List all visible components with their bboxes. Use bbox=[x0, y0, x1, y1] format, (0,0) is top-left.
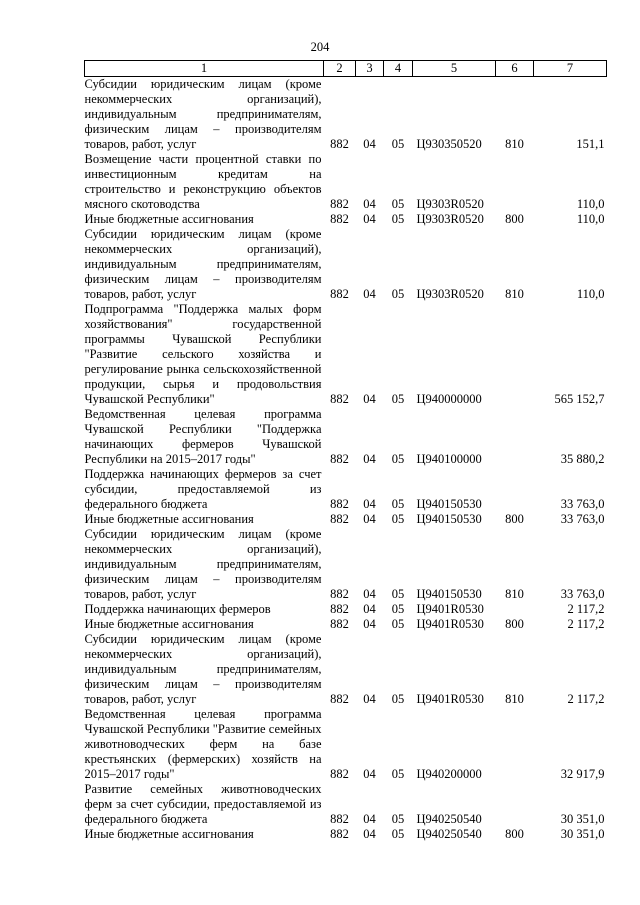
row-subsection: 05 bbox=[391, 827, 405, 841]
row-target-article: Ц9401R0530 bbox=[416, 602, 484, 616]
row-section: 04 bbox=[363, 212, 376, 226]
table-row bbox=[85, 227, 607, 302]
row-amount: 32 917,9 bbox=[560, 767, 605, 781]
row-section: 04 bbox=[363, 452, 376, 466]
row-target-article: Ц9401R0530 bbox=[416, 692, 484, 706]
row-amount: 2 117,2 bbox=[567, 692, 605, 706]
table-row bbox=[85, 152, 607, 212]
row-amount: 151,1 bbox=[576, 137, 605, 151]
row-name: Развитие семейных животноводческих ферм за счет субсидии, предоставляемой из федерального бюджета bbox=[84, 782, 322, 826]
row-ministry-code: 882 bbox=[330, 827, 349, 841]
row-name: Ведомственная целевая программа Чувашской Республики "Развитие семейных животноводческих ферм на базе крестьянских (фермерских) хозяйств на 2015–2017 годы" bbox=[84, 707, 322, 781]
header-col-5: 5 bbox=[413, 61, 496, 77]
row-amount: 110,0 bbox=[576, 197, 605, 211]
row-section: 04 bbox=[363, 812, 376, 826]
row-subsection: 05 bbox=[391, 692, 405, 706]
row-name: Иные бюджетные ассигнования bbox=[84, 617, 254, 631]
row-target-article: Ц9303R0520 bbox=[416, 287, 484, 301]
page-number: 204 bbox=[310, 40, 330, 54]
row-target-article: Ц940150530 bbox=[416, 512, 482, 526]
row-amount: 110,0 bbox=[576, 212, 605, 226]
row-target-article: Ц940200000 bbox=[416, 767, 482, 781]
row-ministry-code: 882 bbox=[330, 767, 349, 781]
row-ministry-code: 882 bbox=[330, 602, 349, 616]
row-amount: 30 351,0 bbox=[560, 827, 605, 841]
table-row bbox=[85, 512, 607, 527]
row-target-article: Ц940150530 bbox=[416, 587, 482, 601]
row-expense-type: 810 bbox=[505, 137, 524, 151]
row-expense-type bbox=[496, 407, 534, 467]
row-section: 04 bbox=[363, 602, 376, 616]
row-section: 04 bbox=[363, 587, 376, 601]
row-section: 04 bbox=[363, 197, 376, 211]
row-name: Подпрограмма "Поддержка малых форм хозяйствования" государственной программы Чувашской Республики "Развитие сельского хозяйства и регулирование рынка сельскохозяйственной продукции, сырья и продовольствия Чувашской Республики" bbox=[84, 302, 322, 406]
row-expense-type bbox=[496, 152, 534, 212]
row-amount: 565 152,7 bbox=[554, 392, 605, 406]
table-row bbox=[85, 707, 607, 782]
row-amount: 33 763,0 bbox=[560, 512, 605, 526]
row-section: 04 bbox=[363, 137, 376, 151]
row-target-article: Ц9303R0520 bbox=[416, 197, 484, 211]
row-ministry-code: 882 bbox=[330, 587, 349, 601]
row-ministry-code: 882 bbox=[330, 497, 349, 511]
row-subsection: 05 bbox=[391, 137, 405, 151]
row-name: Ведомственная целевая программа Чувашской Республики "Поддержка начинающих фермеров Чувашской Республики на 2015–2017 годы" bbox=[84, 407, 322, 466]
row-section: 04 bbox=[363, 497, 376, 511]
header-col-4: 4 bbox=[384, 61, 413, 77]
table-row bbox=[85, 782, 607, 827]
row-section: 04 bbox=[363, 617, 376, 631]
row-amount: 110,0 bbox=[576, 287, 605, 301]
row-expense-type: 800 bbox=[505, 512, 524, 526]
row-subsection: 05 bbox=[391, 197, 405, 211]
row-section: 04 bbox=[363, 767, 376, 781]
table-row bbox=[85, 302, 607, 407]
row-amount: 35 880,2 bbox=[560, 452, 605, 466]
row-ministry-code: 882 bbox=[330, 452, 349, 466]
row-name: Иные бюджетные ассигнования bbox=[84, 827, 254, 841]
row-target-article: Ц9303R0520 bbox=[416, 212, 484, 226]
row-amount: 2 117,2 bbox=[567, 602, 605, 616]
table-row bbox=[85, 467, 607, 512]
row-expense-type: 810 bbox=[505, 692, 524, 706]
row-expense-type: 800 bbox=[505, 617, 524, 631]
row-expense-type: 810 bbox=[505, 587, 524, 601]
row-amount: 2 117,2 bbox=[567, 617, 605, 631]
row-expense-type: 810 bbox=[505, 287, 524, 301]
table-header-row bbox=[85, 61, 607, 77]
row-target-article: Ц930350520 bbox=[416, 137, 482, 151]
row-ministry-code: 882 bbox=[330, 617, 349, 631]
row-subsection: 05 bbox=[391, 767, 405, 781]
row-subsection: 05 bbox=[391, 512, 405, 526]
header-col-2: 2 bbox=[324, 61, 356, 77]
row-section: 04 bbox=[363, 512, 376, 526]
row-subsection: 05 bbox=[391, 452, 405, 466]
row-ministry-code: 882 bbox=[330, 512, 349, 526]
table-row bbox=[85, 632, 607, 707]
row-name: Иные бюджетные ассигнования bbox=[84, 212, 254, 226]
row-target-article: Ц940250540 bbox=[416, 827, 482, 841]
header-col-6: 6 bbox=[496, 61, 534, 77]
row-subsection: 05 bbox=[391, 212, 405, 226]
table-row bbox=[85, 77, 607, 153]
row-expense-type bbox=[496, 602, 534, 617]
row-target-article: Ц940100000 bbox=[416, 452, 482, 466]
row-subsection: 05 bbox=[391, 392, 405, 406]
row-amount: 33 763,0 bbox=[560, 497, 605, 511]
row-subsection: 05 bbox=[391, 602, 405, 616]
row-section: 04 bbox=[363, 392, 376, 406]
row-target-article: Ц940000000 bbox=[416, 392, 482, 406]
row-expense-type bbox=[496, 467, 534, 512]
budget-table bbox=[84, 60, 607, 842]
row-target-article: Ц940250540 bbox=[416, 812, 482, 826]
row-expense-type bbox=[496, 782, 534, 827]
row-ministry-code: 882 bbox=[330, 692, 349, 706]
row-expense-type bbox=[496, 302, 534, 407]
table-row bbox=[85, 212, 607, 227]
row-ministry-code: 882 bbox=[330, 392, 349, 406]
row-name: Субсидии юридическим лицам (кроме некоммерческих организаций), индивидуальным предпринимателям, физическим лицам – производителям товаров, работ, услуг bbox=[84, 632, 322, 706]
row-expense-type bbox=[496, 707, 534, 782]
row-section: 04 bbox=[363, 692, 376, 706]
row-ministry-code: 882 bbox=[330, 137, 349, 151]
row-name: Иные бюджетные ассигнования bbox=[84, 512, 254, 526]
row-section: 04 bbox=[363, 287, 376, 301]
table-row bbox=[85, 527, 607, 602]
row-ministry-code: 882 bbox=[330, 287, 349, 301]
row-name: Субсидии юридическим лицам (кроме некоммерческих организаций), индивидуальным предпринимателям, физическим лицам – производителям товаров, работ, услуг bbox=[84, 527, 322, 601]
row-name: Возмещение части процентной ставки по инвестиционным кредитам на строительство и реконструкцию объектов мясного скотоводства bbox=[84, 152, 322, 211]
row-ministry-code: 882 bbox=[330, 197, 349, 211]
header-col-1: 1 bbox=[85, 61, 324, 77]
row-subsection: 05 bbox=[391, 587, 405, 601]
table-row bbox=[85, 827, 607, 842]
row-subsection: 05 bbox=[391, 497, 405, 511]
row-name: Субсидии юридическим лицам (кроме некоммерческих организаций), индивидуальным предпринимателям, физическим лицам – производителям товаров, работ, услуг bbox=[84, 227, 322, 301]
row-subsection: 05 bbox=[391, 812, 405, 826]
row-amount: 33 763,0 bbox=[560, 587, 605, 601]
table-row bbox=[85, 602, 607, 617]
row-name: Субсидии юридическим лицам (кроме некоммерческих организаций), индивидуальным предпринимателям, физическим лицам – производителям товаров, работ, услуг bbox=[84, 77, 322, 151]
row-amount: 30 351,0 bbox=[560, 812, 605, 826]
row-expense-type: 800 bbox=[505, 827, 524, 841]
table-row bbox=[85, 617, 607, 632]
row-name: Поддержка начинающих фермеров bbox=[84, 602, 271, 616]
row-expense-type: 800 bbox=[505, 212, 524, 226]
row-subsection: 05 bbox=[391, 287, 405, 301]
header-col-3: 3 bbox=[356, 61, 384, 77]
row-section: 04 bbox=[363, 827, 376, 841]
row-ministry-code: 882 bbox=[330, 212, 349, 226]
row-ministry-code: 882 bbox=[330, 812, 349, 826]
row-subsection: 05 bbox=[391, 617, 405, 631]
row-target-article: Ц9401R0530 bbox=[416, 617, 484, 631]
row-name: Поддержка начинающих фермеров за счет субсидии, предоставляемой из федерального бюджета bbox=[84, 467, 322, 511]
header-col-7: 7 bbox=[534, 61, 607, 77]
row-target-article: Ц940150530 bbox=[416, 497, 482, 511]
table-row bbox=[85, 407, 607, 467]
